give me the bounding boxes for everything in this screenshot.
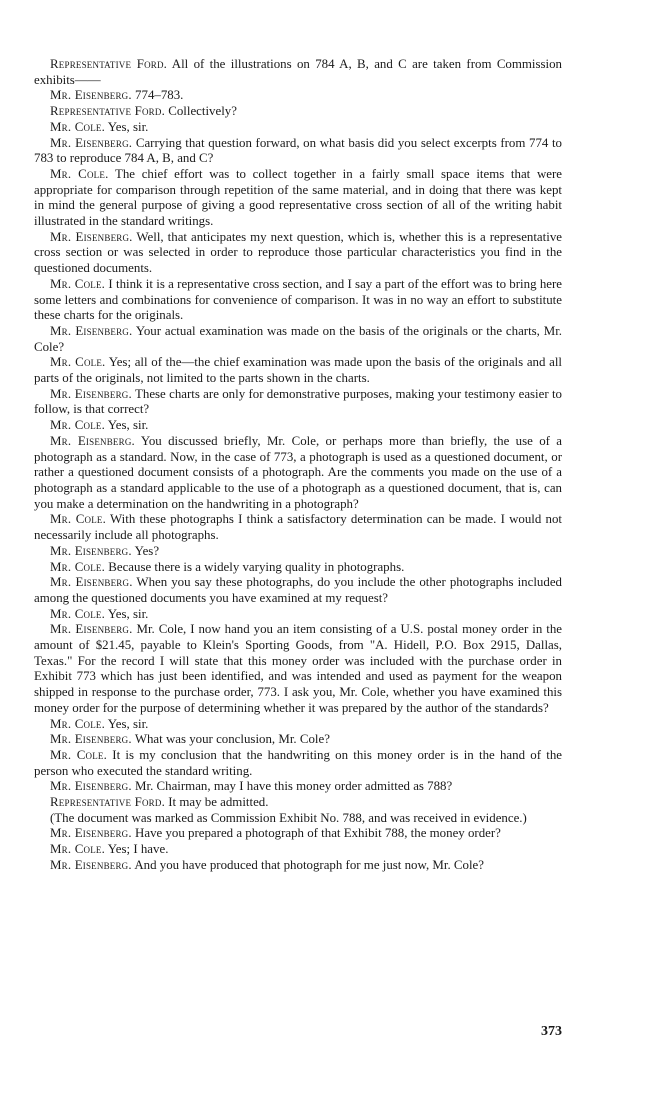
paragraph-text: Yes, sir.	[107, 606, 149, 621]
paragraph	[34, 826, 562, 842]
paragraph-text: These charts are only for demonstrative purposes, making your testimony easier to follow, is that correct?	[34, 386, 562, 417]
speaker-name: Representative Ford.	[50, 57, 168, 71]
paragraph-text: It is my conclusion that the handwriting on this money order is in the hand of the person who executed the standard writing.	[34, 747, 562, 778]
paragraph-text: When you say these photographs, do you include the other photographs included among the questioned documents you have examined at my request?	[34, 575, 562, 605]
paragraph-text: Yes, sir.	[107, 418, 149, 433]
speaker-name: Mr. Cole.	[50, 559, 106, 574]
paragraph	[34, 795, 562, 811]
speaker-name: Mr. Eisenberg.	[50, 386, 132, 401]
speaker-name: Mr. Cole.	[50, 747, 108, 762]
paragraph	[34, 57, 562, 88]
paragraph	[34, 418, 562, 434]
paragraph	[34, 842, 562, 858]
paragraph	[34, 575, 562, 606]
speaker-name: Mr. Eisenberg.	[50, 543, 132, 558]
speaker-name: Mr. Cole.	[50, 355, 106, 370]
paragraph-text: And you have produced that photograph for me just now, Mr. Cole?	[134, 857, 484, 872]
paragraph-text: Mr. Cole, I now hand you an item consisting of a U.S. postal money order in the amount of $21.45, payable to Klein's Sporting Goods, from "A. Hidell, P.O. Box 2915, Dallas, Texas." For the record I will state that this money order was included with the purchase order in Exhibit 773 which has just been identified, and was intended and used as payment for the weapon shipped in response to the purchase order, 773. I ask you, Mr. Cole, whether you have examined this money order for the purpose of determining whether it was prepared by the author of the standards?	[34, 622, 562, 715]
paragraph-text: You discussed briefly, Mr. Cole, or perhaps more than briefly, the use of a photograph as a standard. Now, in the case of 773, a photograph is used as a questioned document, or rather a questioned document consists of a photograph. Are the comments you made on the use of a photograph as a standard applicable to the use of a photograph as a questioned document, that is, can you make a determination on the handwriting in a photograph?	[34, 433, 563, 511]
paragraph-text: 774–783.	[135, 88, 184, 103]
paragraph	[34, 858, 562, 874]
paragraph	[34, 622, 562, 716]
paragraph	[34, 120, 562, 136]
speaker-name: Mr. Eisenberg.	[50, 622, 133, 637]
speaker-name: Mr. Cole.	[50, 512, 107, 527]
paragraph-text: Well, that anticipates my next question, which is, whether this is a representative cross section or was selected in order to reproduce those particular characteristics you find in the questioned documents.	[34, 229, 562, 276]
speaker-name: Mr. Cole.	[50, 606, 106, 621]
paragraph-text: The chief effort was to collect together in a fairly small space items that were appropriate for comparison through repetition of the same material, and in doing that there was kept in mind the general purpose of giving a good representative cross section of all of the writing habit illustrated in the standard writings.	[34, 166, 562, 229]
paragraph	[34, 717, 562, 733]
paragraph	[34, 104, 562, 120]
paragraph-text: (The document was marked as Commission Exhibit No. 788, and was received in evidence.)	[50, 810, 527, 825]
paragraph	[34, 779, 562, 795]
speaker-name: Mr. Cole.	[50, 716, 106, 731]
paragraph	[34, 732, 562, 748]
paragraph-text: All of the illustrations on 784 A, B, and C are taken from Commission exhibits——	[34, 57, 563, 87]
speaker-name: Mr. Cole.	[50, 119, 106, 134]
paragraph	[34, 544, 562, 560]
paragraph-text: Yes, sir.	[107, 716, 149, 731]
paragraph-text: Yes, sir.	[107, 119, 149, 134]
speaker-name: Mr. Eisenberg.	[50, 88, 132, 103]
speaker-name: Mr. Eisenberg.	[50, 135, 133, 150]
speaker-name: Mr. Eisenberg.	[50, 575, 133, 590]
paragraph-text: Collectively?	[168, 104, 237, 119]
paragraph	[34, 748, 562, 779]
paragraph-text: Yes?	[134, 543, 160, 558]
paragraph	[34, 88, 562, 104]
paragraph-text: Yes; I have.	[107, 842, 169, 857]
transcript-body	[34, 57, 562, 874]
paragraph	[34, 167, 562, 230]
speaker-name: Mr. Eisenberg.	[50, 433, 135, 448]
paragraph	[34, 324, 562, 355]
paragraph	[34, 607, 562, 623]
paragraph-text: I think it is a representative cross section, and I say a part of the effort was to bring here some letters and combinations for convenience of comparison. It was in no way an effort to substitute these charts for the originals.	[34, 276, 562, 323]
paragraph	[34, 277, 562, 324]
speaker-name: Representative Ford.	[50, 795, 165, 810]
paragraph-text: It may be admitted.	[168, 795, 269, 810]
paragraph-text: Because there is a widely varying quality in photographs.	[108, 559, 405, 574]
paragraph-text: Carrying that question forward, on what basis did you select excerpts from 774 to 783 to reproduce 784 A, B, and C?	[34, 135, 563, 166]
paragraph	[34, 434, 562, 513]
paragraph	[34, 136, 562, 167]
speaker-name: Mr. Eisenberg.	[50, 323, 133, 338]
speaker-name: Mr. Cole.	[50, 842, 106, 857]
page-number: 373	[541, 1024, 562, 1039]
paragraph-text: What was your conclusion, Mr. Cole?	[134, 732, 330, 747]
paragraph	[34, 387, 562, 418]
paragraph	[34, 230, 562, 277]
paragraph	[34, 355, 562, 386]
speaker-name: Mr. Eisenberg.	[50, 229, 133, 244]
paragraph-text: Yes; all of the—the chief examination was made upon the basis of the originals and all parts of the originals, not limited to the parts shown in the charts.	[34, 355, 562, 386]
speaker-name: Mr. Eisenberg.	[50, 826, 132, 841]
speaker-name: Mr. Eisenberg.	[50, 857, 132, 872]
speaker-name: Mr. Eisenberg.	[50, 779, 132, 794]
speaker-name: Mr. Cole.	[50, 418, 106, 433]
paragraph-text: Have you prepared a photograph of that Exhibit 788, the money order?	[135, 826, 501, 841]
record-note	[34, 811, 562, 827]
paragraph-text: Your actual examination was made on the basis of the originals or the charts, Mr. Cole?	[34, 323, 563, 354]
speaker-name: Mr. Cole.	[50, 166, 109, 181]
paragraph	[34, 560, 562, 576]
speaker-name: Representative Ford.	[50, 104, 165, 119]
paragraph	[34, 512, 562, 543]
speaker-name: Mr. Cole.	[50, 276, 106, 291]
speaker-name: Mr. Eisenberg.	[50, 732, 132, 747]
paragraph-text: Mr. Chairman, may I have this money order admitted as 788?	[135, 779, 453, 794]
paragraph-text: With these photographs I think a satisfactory determination can be made. I would not necessarily include all photographs.	[34, 512, 562, 543]
